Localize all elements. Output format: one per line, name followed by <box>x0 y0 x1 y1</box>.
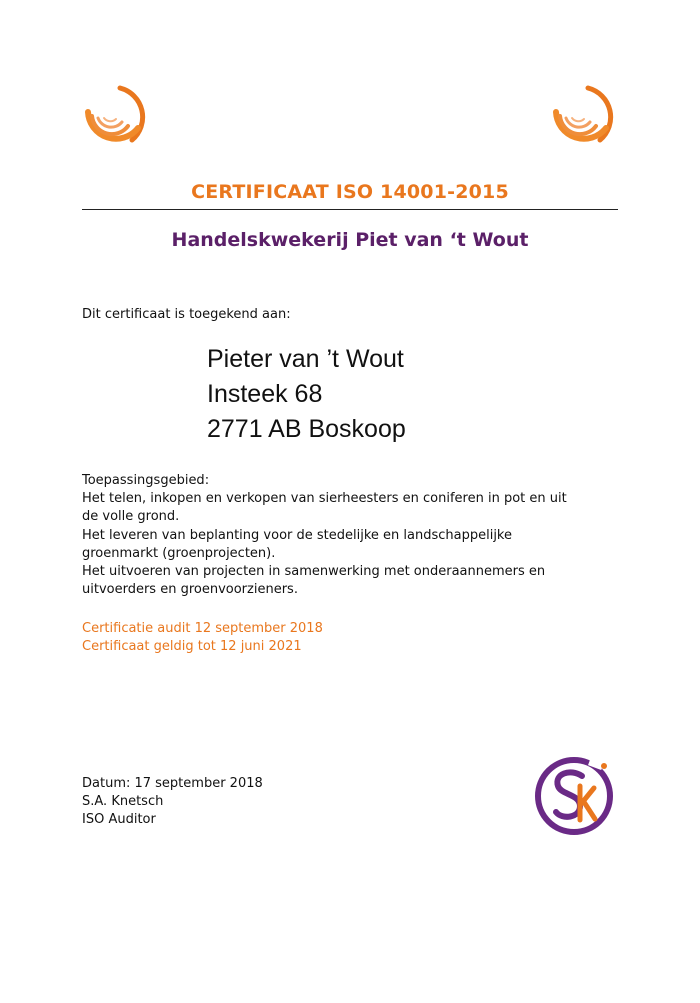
signature-block <box>82 775 263 830</box>
scope-line: Het telen, inkopen en verkopen van sierheesters en coniferen in pot en uit <box>82 491 567 507</box>
certification-info <box>82 620 323 656</box>
scope-line: Het uitvoeren van projecten in samenwerking met onderaannemers en <box>82 564 546 580</box>
orange-swirl-icon <box>80 82 150 152</box>
certificate-title: CERTIFICAAT ISO 14001-2015 <box>191 181 509 203</box>
auditor-name: S.A. Knetsch <box>82 794 164 810</box>
title-divider <box>82 209 618 210</box>
scope-line: de volle grond. <box>82 509 180 525</box>
scope-line: groenmarkt (groenprojecten). <box>82 545 276 561</box>
valid-until: Certificaat geldig tot 12 juni 2021 <box>82 639 302 655</box>
company-name: Handelskwekerij Piet van ‘t Wout <box>171 229 529 251</box>
scope-line: Het leveren van beplanting voor de stedelijke en landschappelijke <box>82 527 512 543</box>
recipient-address <box>207 342 406 447</box>
auditor-role: ISO Auditor <box>82 812 156 828</box>
recipient-city: 2771 AB Boskoop <box>207 415 406 443</box>
scope-section <box>82 472 622 599</box>
signature-date: Datum: 17 september 2018 <box>82 776 263 791</box>
scope-line: uitvoerders en groenvoorzieners. <box>82 582 298 598</box>
orange-swirl-icon <box>548 82 618 152</box>
audit-date: Certificatie audit 12 september 2018 <box>82 621 323 636</box>
scope-heading: Toepassingsgebied: <box>82 473 210 488</box>
recipient-street: Insteek 68 <box>207 380 323 408</box>
recipient-name: Pieter van ’t Wout <box>207 345 404 373</box>
sk-monogram-icon <box>524 746 624 844</box>
intro-text: Dit certificaat is toegekend aan: <box>82 307 291 322</box>
